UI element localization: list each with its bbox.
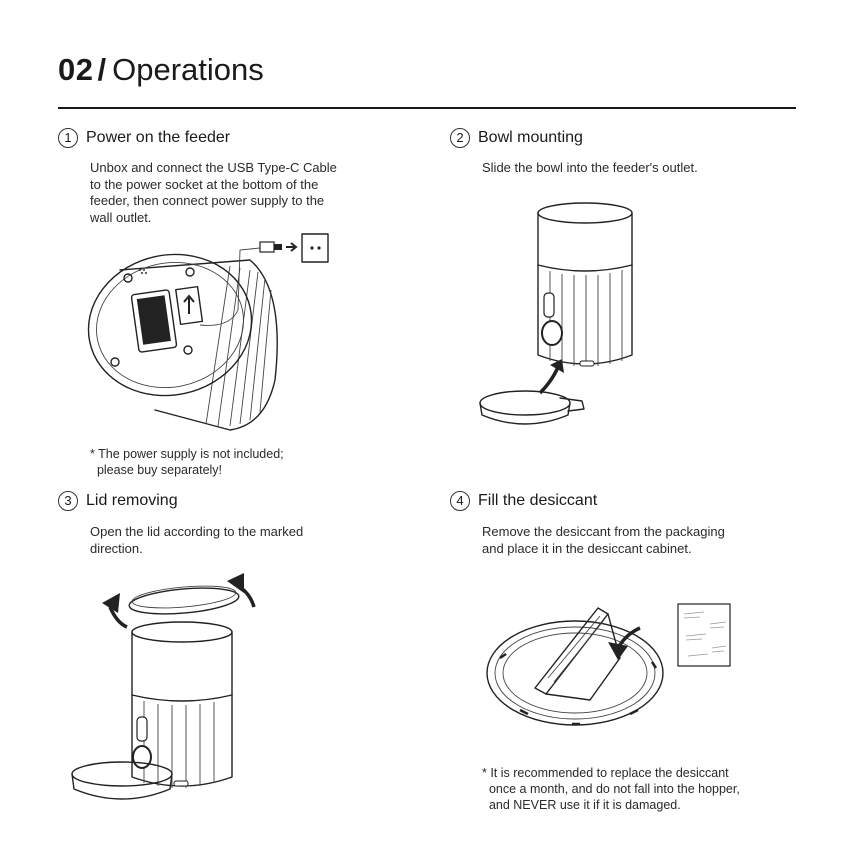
header-divider xyxy=(58,107,796,109)
step-1-marker: 1 xyxy=(58,128,78,148)
step-3-body xyxy=(90,524,303,557)
desiccant-illustration xyxy=(480,598,740,738)
lid-removing-illustration xyxy=(62,565,282,830)
step-4-heading xyxy=(450,491,597,511)
section-title: Operations xyxy=(112,52,264,87)
step-4-marker: 4 xyxy=(450,491,470,511)
step-1-heading xyxy=(58,128,230,148)
step-3-title: Lid removing xyxy=(86,492,178,509)
step-1-note-line: please buy separately! xyxy=(90,463,223,477)
step-1-body-line: wall outlet. xyxy=(90,209,152,225)
step-4-note-line: once a month, and do not fall into the hopper, xyxy=(482,782,740,796)
step-1-title: Power on the feeder xyxy=(86,129,231,146)
step-2-marker: 2 xyxy=(450,128,470,148)
bowl-mounting-illustration xyxy=(470,195,690,435)
step-3-heading xyxy=(58,491,178,511)
step-1-body-line: Unbox and connect the USB Type-C Cable xyxy=(90,160,337,175)
step-4-body xyxy=(482,524,725,557)
step-2-title: Bowl mounting xyxy=(478,129,583,146)
step-3-body-line: direction. xyxy=(90,540,143,556)
step-1-note xyxy=(90,446,284,478)
step-2-body xyxy=(482,160,698,177)
step-1-body-line: to the power socket at the bottom of the xyxy=(90,176,319,192)
step-4-body-line: Remove the desiccant from the packaging xyxy=(482,524,725,539)
section-number: 02 xyxy=(58,52,94,87)
feeder-bottom-illustration xyxy=(80,230,340,435)
step-2-body-line: Slide the bowl into the feeder's outlet. xyxy=(482,160,698,175)
step-1-note-line: * The power supply is not included; xyxy=(90,447,284,461)
step-3-body-line: Open the lid according to the marked xyxy=(90,524,304,539)
step-4-title: Fill the desiccant xyxy=(478,492,598,509)
step-1-body-line: feeder, then connect power supply to the xyxy=(90,193,325,208)
step-2-heading xyxy=(450,128,583,148)
step-4-note-line: * It is recommended to replace the desiccant xyxy=(482,766,729,780)
page-title xyxy=(58,52,264,88)
step-3-marker: 3 xyxy=(58,491,78,511)
section-slash: / xyxy=(97,52,107,87)
step-4-body-line: and place it in the desiccant cabinet. xyxy=(482,540,692,556)
step-4-note xyxy=(482,765,740,813)
step-4-note-line: and NEVER use it if it is damaged. xyxy=(482,798,681,812)
step-1-body xyxy=(90,160,337,226)
